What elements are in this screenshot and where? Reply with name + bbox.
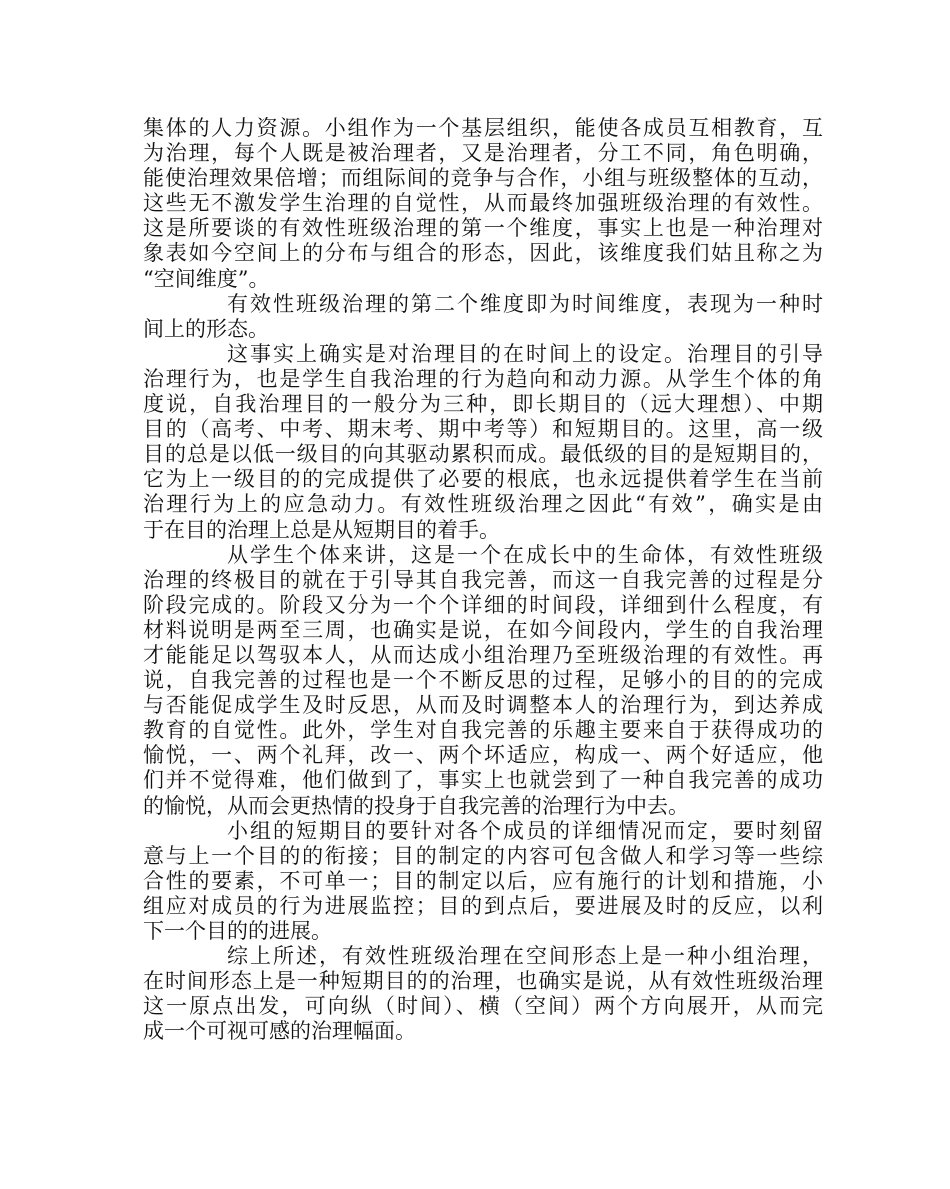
text-line: 这一原点出发，可向纵（时间）、横（空间）两个方向展开，从而完 <box>143 994 823 1019</box>
text-line: 目的（高考、中考、期末考、期中考等）和短期目的。这里，高一级 <box>143 417 823 442</box>
paragraph <box>143 342 823 543</box>
text-line: 这是所要谈的有效性班级治理的第一个维度，事实上也是一种治理对 <box>143 216 823 241</box>
text-line: 间上的形态。 <box>143 316 269 341</box>
text-line: 成一个可视可感的治理幅面。 <box>143 1019 416 1044</box>
text-line: 意与上一个目的的衔接；目的制定的内容可包含做人和学习等一些综 <box>143 843 823 868</box>
text-line: 它为上一级目的的完成提供了必要的根底，也永远提供着学生在当前 <box>143 467 823 492</box>
text-line: 材料说明是两至三周，也确实是说，在如今间段内，学生的自我治理 <box>143 617 823 642</box>
text-line: 下一个目的的进展。 <box>143 919 332 943</box>
text-line: 们并不觉得难，他们做到了，事实上也就尝到了一种自我完善的成功 <box>143 768 823 793</box>
text-line: 治理行为上的应急动力。有效性班级治理之因此“有效”，确实是由 <box>143 492 823 517</box>
text-line: 合性的要素，不可单一；目的制定以后，应有施行的计划和措施，小 <box>143 868 823 893</box>
text-line: 阶段完成的。阶段又分为一个个详细的时间段，详细到什么程度，有 <box>143 592 823 617</box>
text-line: 治理的终极目的就在于引导其自我完善，而这一自我完善的过程是分 <box>143 567 823 592</box>
text-line: 说，自我完善的过程也是一个不断反思的过程，足够小的目的的完成 <box>143 668 823 693</box>
text-line: 的愉悦，从而会更热情的投身于自我完善的治理行为中去。 <box>143 793 689 818</box>
text-line: 有效性班级治理的第二个维度即为时间维度，表现为一种时 <box>227 291 823 316</box>
text-line: 这事实上确实是对治理目的在时间上的设定。治理目的引导 <box>227 341 823 366</box>
text-line: 愉悦，一、两个礼拜，改一、两个坏适应，构成一、两个好适应，他 <box>143 743 823 768</box>
paragraph <box>143 116 823 292</box>
text-line: 度说，自我治理目的一般分为三种，即长期目的（远大理想）、中期 <box>143 392 823 417</box>
text-line: 才能能足以驾驭本人，从而达成小组治理乃至班级治理的有效性。再 <box>143 642 823 667</box>
text-line: “空间维度”。 <box>143 266 270 291</box>
text-line: 于在目的治理上总是从短期目的着手。 <box>143 517 500 542</box>
text-line: 教育的自觉性。此外，学生对自我完善的乐趣主要来自于获得成功的 <box>143 718 823 743</box>
paragraph <box>143 944 823 1044</box>
text-line: 治理行为，也是学生自我治理的行为趋向和动力源。从学生个体的角 <box>143 366 823 391</box>
text-line: 象表如今空间上的分布与组合的形态，因此，该维度我们姑且称之为 <box>143 241 823 266</box>
text-line: 目的总是以低一级目的向其驱动累积而成。最低级的目的是短期目的， <box>143 442 823 467</box>
text-line: 集体的人力资源。小组作为一个基层组织，能使各成员互相教育，互 <box>143 116 823 140</box>
text-line: 小组的短期目的要针对各个成员的详细情况而定，要时刻留 <box>227 818 823 843</box>
paragraph <box>143 543 823 819</box>
paragraph <box>143 292 823 342</box>
text-line: 能使治理效果倍增；而组际间的竞争与合作，小组与班级整体的互动， <box>143 166 823 191</box>
text-line: 这些无不激发学生治理的自觉性，从而最终加强班级治理的有效性。 <box>143 191 823 216</box>
paragraph <box>143 819 823 944</box>
document-body <box>143 116 823 1044</box>
text-line: 从学生个体来讲，这是一个在成长中的生命体，有效性班级 <box>227 542 823 567</box>
text-line: 为治理，每个人既是被治理者，又是治理者，分工不同，角色明确， <box>143 141 823 166</box>
text-line: 在时间形态上是一种短期目的的治理，也确实是说，从有效性班级治理 <box>143 969 823 994</box>
text-line: 与否能促成学生及时反思，从而及时调整本人的治理行为，到达养成 <box>143 693 823 718</box>
text-line: 综上所述，有效性班级治理在空间形态上是一种小组治理， <box>227 944 823 969</box>
text-line: 组应对成员的行为进展监控；目的到点后，要进展及时的反应，以利 <box>143 893 823 918</box>
